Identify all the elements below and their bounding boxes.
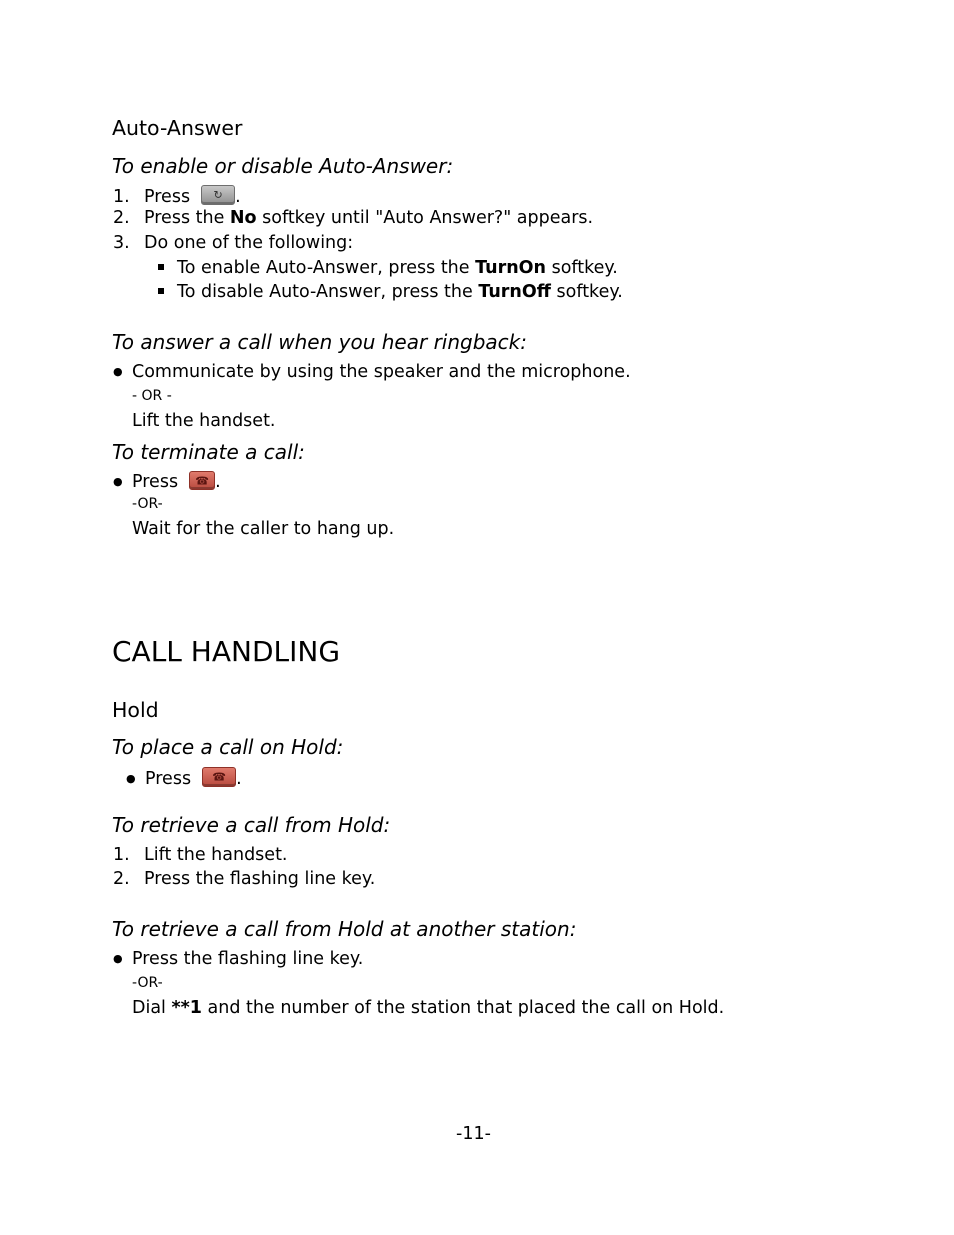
ringback-bullet: ● Communicate by using the speaker and the microphone. [113,362,631,382]
terminate-bullet: ● Press ☎ . [113,472,221,492]
hold-key-icon: ☎ [202,767,236,787]
another-station-dial: Dial **1 and the number of the station that placed the call on Hold. [132,998,725,1018]
auto-answer-step-2: 2. Press the No softkey until "Auto Answer?" appears. [113,208,594,228]
another-station-bullet: ● Press the flashing line key. [113,949,364,969]
retrieve-hold-title: To retrieve a call from Hold: [112,813,391,837]
ringback-lift-handset: Lift the handset. [132,411,276,431]
auto-answer-step-3: 3. Do one of the following: [113,233,354,253]
place-hold-title: To place a call on Hold: [112,735,344,759]
ringback-or: - OR - [132,388,172,404]
another-station-or: -OR- [132,975,163,991]
retrieve-step-2: 2. Press the flashing line key. [113,869,376,889]
terminate-or: -OR- [132,496,163,512]
enable-disable-title: To enable or disable Auto-Answer: [112,154,454,178]
sub-item-disable: To disable Auto-Answer, press the TurnOff softkey. [158,282,623,302]
place-hold-bullet: ● Press ☎ . [126,769,242,789]
page-number: -11- [456,1124,491,1144]
ringback-title: To answer a call when you hear ringback: [112,330,527,354]
call-handling-heading: CALL HANDLING [112,635,341,668]
auto-answer-step-1: 1. Press ↻ . [113,187,241,207]
terminate-wait: Wait for the caller to hang up. [132,519,395,539]
release-key-icon: ☎ [189,471,215,490]
sub-item-enable: To enable Auto-Answer, press the TurnOn softkey. [158,258,618,278]
another-station-title: To retrieve a call from Hold at another station: [112,917,577,941]
retrieve-step-1: 1. Lift the handset. [113,845,288,865]
auto-answer-key-icon: ↻ [201,185,235,205]
hold-heading: Hold [112,698,159,722]
terminate-title: To terminate a call: [112,440,305,464]
auto-answer-heading: Auto-Answer [112,116,243,140]
